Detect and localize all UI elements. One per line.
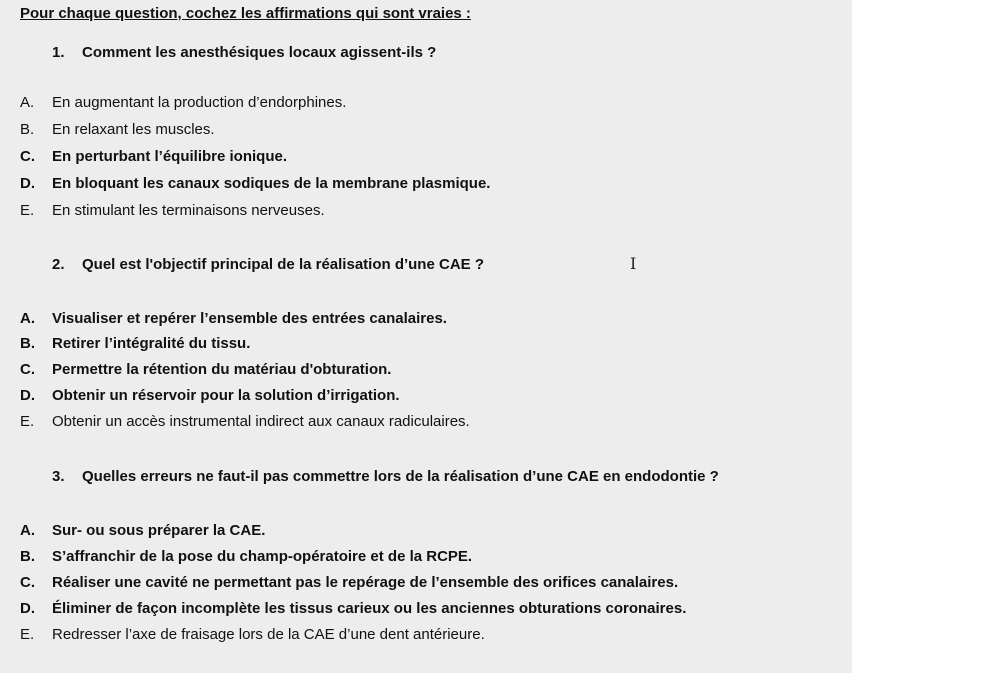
option-letter: C. bbox=[20, 148, 35, 165]
q1-option-d[interactable] bbox=[20, 175, 490, 192]
text-cursor-icon: I bbox=[630, 254, 637, 273]
q3-option-e[interactable] bbox=[20, 626, 485, 643]
q2-option-e[interactable] bbox=[20, 413, 470, 430]
q3-option-a[interactable] bbox=[20, 522, 265, 539]
q3-option-d[interactable] bbox=[20, 600, 686, 617]
question-text: Comment les anesthésiques locaux agissent-ils ? bbox=[82, 44, 437, 61]
option-letter: B. bbox=[20, 121, 35, 138]
option-text: Obtenir un réservoir pour la solution d’irrigation. bbox=[52, 387, 400, 404]
q2-option-c[interactable] bbox=[20, 361, 391, 378]
option-letter: B. bbox=[20, 335, 35, 352]
option-text: Éliminer de façon incomplète les tissus carieux ou les anciennes obturations coronaires. bbox=[52, 600, 687, 617]
option-text: En augmentant la production d’endorphines. bbox=[52, 94, 347, 111]
question-number: 2. bbox=[52, 256, 65, 273]
question-1 bbox=[52, 44, 436, 61]
option-letter: E. bbox=[20, 202, 35, 219]
question-text: Quel est l'objectif principal de la réalisation d’une CAE ? bbox=[82, 256, 484, 273]
option-letter: B. bbox=[20, 548, 35, 565]
option-letter: D. bbox=[20, 175, 35, 192]
q2-option-b[interactable] bbox=[20, 335, 250, 352]
question-3 bbox=[52, 468, 719, 485]
question-text: Quelles erreurs ne faut-il pas commettre lors de la réalisation d’une CAE en endodontie ? bbox=[82, 468, 719, 485]
option-letter: E. bbox=[20, 626, 35, 643]
q2-option-d[interactable] bbox=[20, 387, 400, 404]
option-text: Visualiser et repérer l’ensemble des entrées canalaires. bbox=[52, 310, 447, 327]
option-letter: A. bbox=[20, 310, 35, 327]
question-number: 3. bbox=[52, 468, 65, 485]
option-text: En perturbant l’équilibre ionique. bbox=[52, 148, 288, 165]
option-letter: A. bbox=[20, 94, 35, 111]
option-text: S’affranchir de la pose du champ-opératoire et de la RCPE. bbox=[52, 548, 473, 565]
q1-option-a[interactable] bbox=[20, 94, 346, 111]
option-text: En bloquant les canaux sodiques de la membrane plasmique. bbox=[52, 175, 491, 192]
option-letter: C. bbox=[20, 574, 35, 591]
option-text: En relaxant les muscles. bbox=[52, 121, 215, 138]
q1-option-b[interactable] bbox=[20, 121, 215, 138]
option-letter: C. bbox=[20, 361, 35, 378]
option-letter: A. bbox=[20, 522, 35, 539]
option-text: Permettre la rétention du matériau d'obturation. bbox=[52, 361, 392, 378]
option-text: Redresser l’axe de fraisage lors de la CAE d’une dent antérieure. bbox=[52, 626, 485, 643]
q3-option-c[interactable] bbox=[20, 574, 678, 591]
question-number: 1. bbox=[52, 44, 65, 61]
q2-option-a[interactable] bbox=[20, 310, 447, 327]
q3-option-b[interactable] bbox=[20, 548, 472, 565]
option-text: Obtenir un accès instrumental indirect aux canaux radiculaires. bbox=[52, 413, 470, 430]
option-text: Retirer l’intégralité du tissu. bbox=[52, 335, 251, 352]
option-letter: D. bbox=[20, 387, 35, 404]
option-letter: D. bbox=[20, 600, 35, 617]
option-text: Réaliser une cavité ne permettant pas le repérage de l’ensemble des orifices canalaires. bbox=[52, 574, 679, 591]
question-2 bbox=[52, 256, 484, 273]
option-letter: E. bbox=[20, 413, 35, 430]
q1-option-e[interactable] bbox=[20, 202, 325, 219]
option-text: Sur- ou sous préparer la CAE. bbox=[52, 522, 266, 539]
instructions-heading: Pour chaque question, cochez les affirmations qui sont vraies : bbox=[20, 5, 471, 22]
option-text: En stimulant les terminaisons nerveuses. bbox=[52, 202, 325, 219]
q1-option-c[interactable] bbox=[20, 148, 287, 165]
